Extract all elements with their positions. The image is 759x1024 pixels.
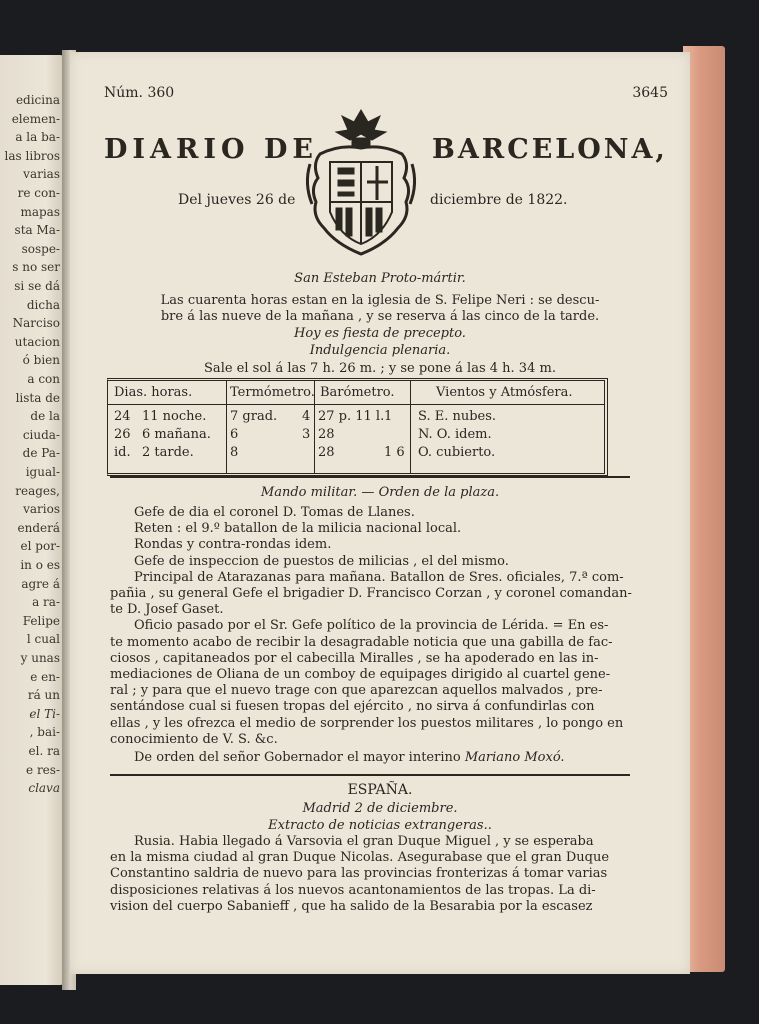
weather-cell-wind: S. E. nubes.	[418, 409, 497, 424]
left-page-fragment-text: e res-	[26, 762, 60, 777]
weather-cell-therm2: 3	[302, 427, 311, 442]
weather-cell-therm: 8	[230, 445, 239, 460]
issue-number: Núm. 360	[104, 85, 175, 101]
spain-subheading: Extracto de noticias extrangeras..	[268, 818, 492, 833]
left-page-fragment	[0, 55, 66, 985]
left-page-fragment-text: clava	[28, 781, 60, 796]
page-number: 3645	[632, 85, 668, 101]
left-page-fragment-text: re con-	[17, 186, 60, 200]
left-page-fragment-text: igual-	[25, 465, 60, 479]
indulgence-notice: Indulgencia plenaria.	[309, 343, 451, 358]
weather-cell-baro: 27 p. 11 l.	[318, 409, 385, 424]
left-page-fragment-text: s no ser	[12, 260, 60, 275]
order-line: De orden del señor Gobernador el mayor interino	[134, 750, 461, 765]
left-page-fragment-text: a ra-	[32, 595, 60, 610]
weather-cell-day: 24	[114, 409, 131, 424]
spain-news-line: vision del cuerpo Sabanieff , que ha salido de la Besarabia por la escasez	[110, 898, 593, 914]
spain-news-line: disposiciones relativas á los nuevos acantonamientos de las tropas. La di-	[110, 882, 596, 898]
weather-cell-hour: 2 tarde.	[142, 445, 194, 460]
left-page-fragment-text: a con	[27, 372, 60, 386]
weather-cell-day: 26	[114, 427, 131, 442]
weather-cell-hour: 11 noche.	[142, 409, 207, 424]
left-page-fragment-text: y unas	[20, 651, 60, 665]
military-orders	[110, 505, 630, 748]
left-page-fragment-text: de Pa-	[22, 446, 60, 461]
newspaper-page	[70, 52, 690, 974]
left-page-fragment-text: lista de	[15, 390, 60, 405]
masthead-title-left: DIARIO DE	[104, 134, 318, 165]
military-line: mediaciones de Oliana de un comboy de equipages dirigido al cuartel gene-	[110, 667, 611, 683]
spain-news-line: Rusia. Habia llegado á Varsovia el gran Duque Miguel , y se esperaba	[134, 834, 594, 849]
military-line: Gefe de dia el coronel D. Tomas de Llanes.	[134, 505, 415, 520]
spain-news	[110, 834, 630, 915]
left-page-fragment-text: ó bien	[22, 353, 60, 368]
left-page-fragment-text: el por-	[20, 539, 60, 554]
spain-heading: ESPAÑA.	[347, 782, 413, 798]
forty-hours-line-1: Las cuarenta horas estan en la iglesia de S. Felipe Neri : se descu-	[160, 293, 600, 308]
left-page-fragment-text: si se dá	[14, 279, 60, 293]
weather-cell-therm2: 4	[302, 409, 311, 424]
left-page-fragment-text: reages,	[15, 483, 60, 498]
left-page-fragment-text: varios	[23, 502, 60, 517]
spain-news-line: en la misma ciudad al gran Duque Nicolas. Asegurabase que el gran Duque	[110, 850, 610, 866]
weather-cell-hour: 6 mañana.	[142, 427, 211, 442]
left-page-fragment-text: de la	[30, 409, 60, 424]
feast-notice: Hoy es fiesta de precepto.	[294, 326, 466, 341]
coat-of-arms-icon	[302, 104, 420, 262]
military-line: Gefe de inspeccion de puestos de milicias , el del mismo.	[134, 553, 509, 569]
military-heading: Mando militar. — Orden de la plaza.	[260, 485, 500, 500]
left-page-fragment-text: elemen-	[11, 111, 60, 126]
rule-spain	[110, 774, 630, 776]
left-page-fragment-text: utacion	[14, 334, 60, 349]
spain-dateline: Madrid 2 de diciembre.	[302, 801, 458, 816]
left-page-fragment-text: l cual	[26, 632, 60, 647]
left-page-fragment-text: e en-	[30, 669, 60, 684]
left-page-fragment-text: el Ti-	[29, 706, 60, 721]
military-line: pañia , su general Gefe el brigadier D. Francisco Corzan , y coronel comandan-	[110, 586, 632, 602]
military-line: ral ; y para que el nuevo trage con que aparezcan aquellos malvados , pre-	[110, 683, 603, 699]
left-page-fragment-text: edicina	[15, 93, 60, 107]
weather-cell-day: id.	[114, 445, 131, 460]
military-line: ciosos , capitaneados por el cabecilla Miralles , se ha apoderado en las in-	[110, 650, 599, 666]
military-line: Principal de Atarazanas para mañana. Batallon de Sres. oficiales, 7.ª com-	[134, 569, 624, 585]
left-page-fragment-text: Felipe	[22, 613, 60, 628]
order-signature	[134, 749, 565, 766]
forty-hours-line-2: bre á las nueve de la mañana , y se reserva á las cinco de la tarde.	[160, 309, 600, 324]
header-days-hours: Dias. horas.	[114, 385, 193, 400]
weather-cell-therm: 6	[230, 427, 239, 442]
left-page-fragment-text: , bai-	[29, 725, 60, 740]
weather-cell-baro: 28	[318, 445, 335, 460]
date-left: Del jueves 26 de	[178, 192, 296, 208]
left-page-fragment-text: Narciso	[12, 316, 60, 331]
date-right: diciembre de 1822.	[430, 192, 568, 208]
left-page-fragment-text: varias	[23, 167, 60, 182]
left-page-fragment-text: a la ba-	[15, 130, 60, 145]
left-page-fragment-text: agre á	[21, 576, 60, 591]
masthead-title-right: BARCELONA,	[432, 134, 668, 165]
military-line: sentándose cual si fuesen tropas del ejército , no sirva á confundirlas con	[110, 699, 595, 715]
military-line: Oficio pasado por el Sr. Gefe político de la provincia de Lérida. = En es-	[134, 618, 609, 634]
military-line: ellas , y les ofrezca el medio de sorprender los puestos militares , lo pongo en	[110, 715, 624, 731]
left-page-fragment-text: mapas	[20, 204, 60, 219]
military-line: conocimiento de V. S. &c.	[110, 731, 278, 747]
order-name: Mariano Moxó.	[464, 750, 565, 765]
left-page-fragment-text: sta Ma-	[14, 223, 60, 238]
left-page-fragment-text: ciuda-	[22, 427, 60, 442]
weather-cell-baro2: 1	[384, 409, 393, 424]
left-page-fragment-text: las libros	[4, 148, 60, 163]
weather-cell-baro2: 1 6	[384, 445, 405, 460]
header-barometer: Barómetro.	[320, 385, 395, 400]
left-page-fragment-text: dicha	[26, 297, 60, 312]
left-page-fragment-text: el. ra	[28, 744, 60, 758]
weather-cell-baro: 28	[318, 427, 335, 442]
rule-top	[110, 476, 630, 478]
military-line: Reten : el 9.º batallon de la milicia nacional local.	[134, 521, 462, 537]
header-winds: Vientos y Atmósfera.	[436, 385, 573, 400]
weather-cell-wind: O. cubierto.	[418, 445, 496, 460]
weather-table	[107, 378, 608, 476]
left-page-fragment-text: enderá	[17, 520, 60, 535]
weather-cell-therm: 7 grad.	[230, 409, 278, 424]
military-line: te momento acabo de recibir la desagradable noticia que una gabilla de fac-	[110, 634, 613, 650]
left-page-fragment-text: sospe-	[21, 241, 60, 256]
sunrise-sunset: Sale el sol á las 7 h. 26 m. ; y se pone á las 4 h. 34 m.	[204, 361, 556, 376]
spain-news-line: Constantino saldria de nuevo para las provincias fronterizas á tomar varias	[110, 866, 608, 882]
saint-of-day: San Esteban Proto-mártir.	[294, 271, 466, 286]
military-line: Rondas y contra-rondas idem.	[134, 537, 332, 553]
weather-cell-wind: N. O. idem.	[418, 427, 492, 442]
header-thermometer: Termómetro.	[230, 385, 315, 400]
military-line: te D. Josef Gaset.	[110, 602, 224, 618]
left-page-fragment-text: in o es	[20, 558, 60, 572]
left-page-fragment-text: rá un	[27, 688, 60, 703]
